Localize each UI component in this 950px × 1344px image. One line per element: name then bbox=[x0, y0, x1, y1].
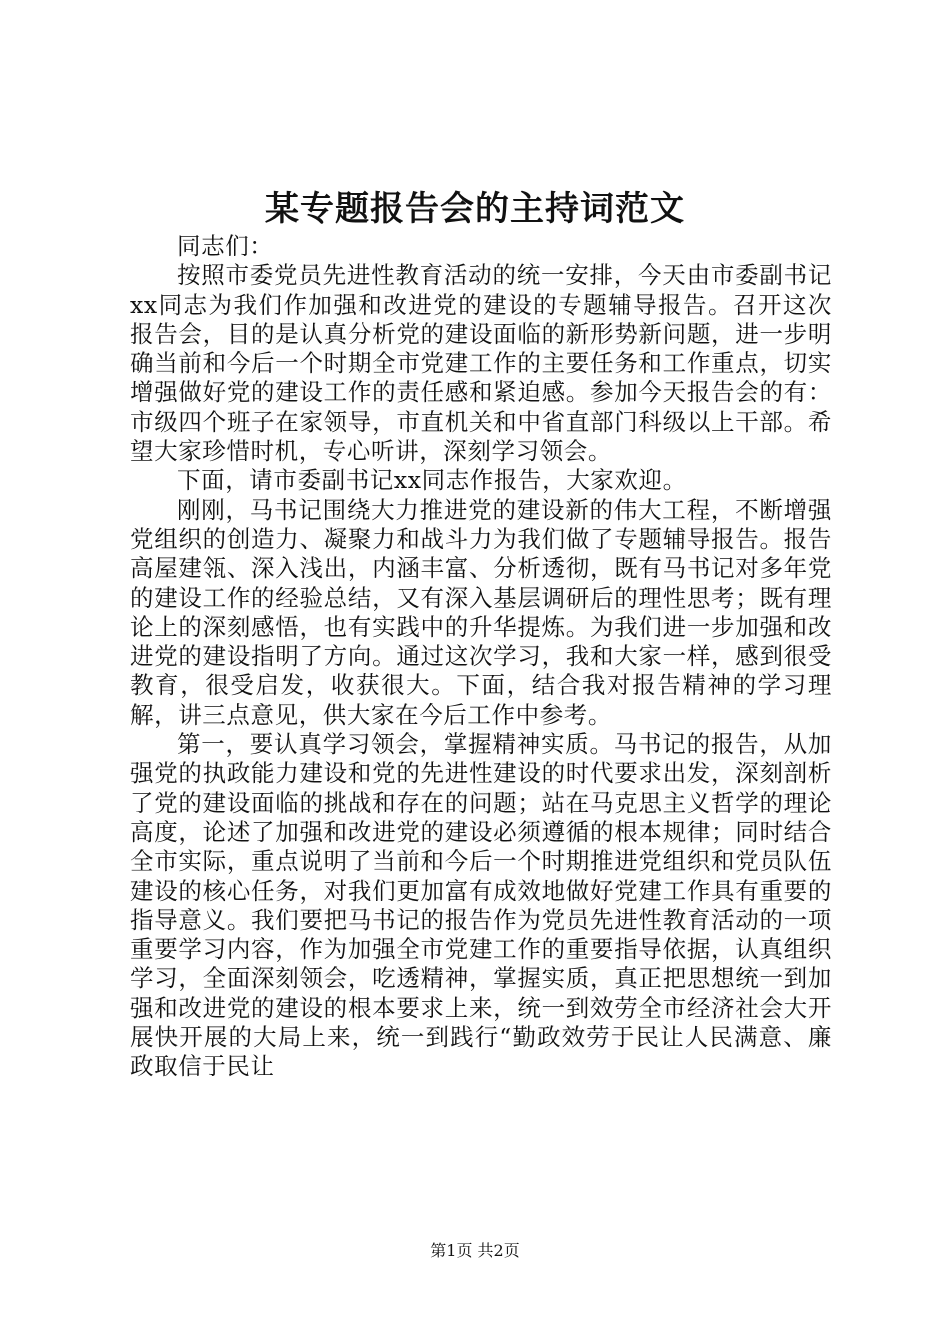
body-paragraph: 下面，请市委副书记xx同志作报告，大家欢迎。 bbox=[177, 466, 687, 495]
body-paragraph: 刚刚，马书记围绕大力推进党的建设新的伟大工程，不断增强党组织的创造力、凝聚力和战斗力为我们做了专题辅导报告。报告高屋建瓴、深入浅出，内涵丰富、分析透彻，既有马书记对多年党的建设工作的经验总结，又有深入基层调研后的理性思考；既有理论上的深刻感悟，也有实践中的升华提炼。为我们进一步加强和改进党的建设指明了方向。通过这次学习，我和大家一样，感到很受教育，很受启发，收获很大。下面，结合我对报告精神的学习理解，讲三点意见，供大家在今后工作中参考。 bbox=[130, 495, 832, 729]
document-title: 某专题报告会的主持词范文 bbox=[265, 189, 685, 229]
body-paragraph: 第一，要认真学习领会，掌握精神实质。马书记的报告，从加强党的执政能力建设和党的先进性建设的时代要求出发，深刻剖析了党的建设面临的挑战和存在的问题；站在马克思主义哲学的理论高度，论述了加强和改进党的建设必须遵循的根本规律；同时结合全市实际，重点说明了当前和今后一个时期推进党组织和党员队伍建设的核心任务，对我们更加富有成效地做好党建工作具有重要的指导意义。我们要把马书记的报告作为党员先进性教育活动的一项重要学习内容，作为加强全市党建工作的重要指导依据，认真组织学习，全面深刻领会，吃透精神，掌握实质，真正把思想统一到加强和改进党的建设的根本要求上来，统一到效劳全市经济社会大开展快开展的大局上来，统一到践行“勤政效劳于民让人民满意、廉政取信于民让 bbox=[130, 730, 832, 1081]
salutation-paragraph: 同志们： bbox=[177, 232, 274, 260]
page-number-footer: 第1页 共2页 bbox=[430, 1241, 520, 1260]
body-paragraph: 按照市委党员先进性教育活动的统一安排，今天由市委副书记xx同志为我们作加强和改进党的建设的专题辅导报告。召开这次报告会，目的是认真分析党的建设面临的新形势新问题，进一步明确当前和今后一个时期全市党建工作的主要任务和工作重点，切实增强做好党的建设工作的责任感和紧迫感。参加今天报告会的有：市级四个班子在家领导，市直机关和中省直部门科级以上干部。希望大家珍惜时机，专心听讲，深刻学习领会。 bbox=[130, 261, 832, 466]
document-body bbox=[130, 232, 832, 1082]
